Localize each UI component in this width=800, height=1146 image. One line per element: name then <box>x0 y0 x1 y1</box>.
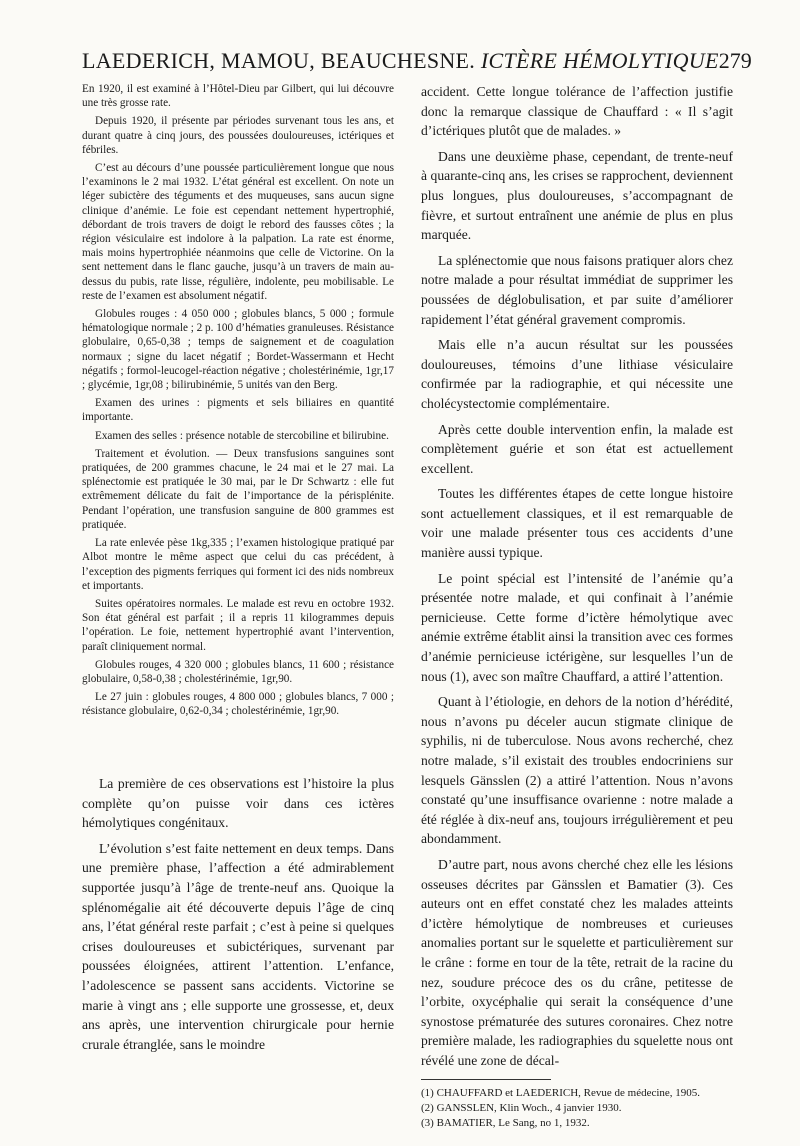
paragraph: Mais elle n’a aucun résultat sur les poussées douloureuses, témoins d’une lithiase vésiculaire confirmée par la radiographie, et qui nécessite une cholécystectomie complémentaire. <box>421 337 733 411</box>
paragraph: Le point spécial est l’intensité de l’anémie qu’a présentée notre malade, et qui confinait à l’anémie pernicieuse. Cette forme d’ictère hémolytique avec anémie extrême établit ainsi la transition avec ces formes d’anémie pernicieuse ictérigène, sur lesquelles l’un de nous (1), avec son maître Chauffard, a attiré l’attention. <box>421 570 733 684</box>
running-title <box>82 48 719 74</box>
page-number: 279 <box>718 48 752 73</box>
paragraph: Examen des urines : pigments et sels biliaires en quantité importante. <box>82 397 394 424</box>
paragraph: La première de ces observations est l’histoire la plus complète qu’on puisse voir dans ces ictères hémolytiques congénitaux. <box>82 776 394 831</box>
paragraph: Globules rouges, 4 320 000 ; globules blancs, 11 600 ; résistance globulaire, 0,58-0,38 ; cholestérinémie, 1gr,90. <box>82 658 394 685</box>
footnotes <box>421 1086 733 1131</box>
header-authors: LAEDERICH, MAMOU, BEAUCHESNE. <box>82 48 476 73</box>
paragraph: Dans une deuxième phase, cependant, de trente-neuf à quarante-cinq ans, les crises se rapprochent, deviennent plus longues, plus douloureuses, s’accompagnant de fièvre, et surtout entraînent une anémie de plus en plus marquée. <box>421 148 733 243</box>
paragraph: C’est au décours d’une poussée particulièrement longue que nous l’examinons le 2 mai 1932. L’état général est excellent. On note un léger subictère des téguments et des muqueuses, sans aucun signe clinique d’anémie. Le foie est cependant nettement hypertrophié, débordant de trois travers de doigt le rebord des fausses côtes ; la région vésiculaire est indolore à la palpation. La rate est énorme, mais moins hypertrophiée néanmoins que celle de Victorine. On la sent nettement dans le flanc gauche, jusqu’à un travers de main au-dessus du pubis, rate lisse, régulière, indolente, peu mobilisable. Le reste de l’examen est absolument négatif. <box>82 162 394 302</box>
paragraph: Quant à l’étiologie, en dehors de la notion d’hérédité, nous n’avons pu déceler aucun stigmate clinique de syphilis, ni de tuberculose. Nous avons recherché, chez notre malade, s’il existait des troubles endocriniens sur lesquels Gänsslen (2) a attiré l’attention. Nous n’avons constaté qu’une insuffisance ovarienne : notre malade a été réglée à dix-neuf ans, toujours irrégulièrement et peu abondamment. <box>421 694 733 847</box>
paragraph: L’évolution s’est faite nettement en deux temps. Dans une première phase, l’affection a été admirablement supportée jusqu’à l’âge de trente-neuf ans. Quoique la splénomégalie ait été découverte depuis l’âge de cinq ans, l’état général reste parfait ; c’est à peine si quelques crises douloureuses et subictériques, survenant par poussées éloignées, attirent l’attention. L’enfance, l’adolescence se passent sans accidents. Victorine se marie à vingt ans ; elle supporte une grossesse, et, deux ans après, une intervention chirurgicale pour hernie crurale étranglée, sans le moindre <box>82 840 394 1052</box>
footnote: (2) GANSSLEN, Klin Woch., 4 janvier 1930. <box>421 1101 622 1114</box>
paragraph: Globules rouges : 4 050 000 ; globules blancs, 5 000 ; formule hématologique normale ; 2 p. 100 d’hématies granuleuses. Résistance globulaire, 0,65-0,38 ; temps de saignement et de coagulation normaux ; signe du lacet négatif ; Bordet-Wassermann et Hecht négatifs ; formol-leucogel-réaction négative ; cholestérinémie, 1gr,17 ; glycémie, 1gr,08 ; bilirubinémie, 5 unités van den Berg. <box>82 308 394 392</box>
paragraph: La rate enlevée pèse 1kg,335 ; l’examen histologique pratiqué par Albot montre le même aspect que celui du cas précédent, à l’exception des pigments ferriques qui forment ici des nids nombreux et importants. <box>82 537 394 592</box>
paragraph: accident. Cette longue tolérance de l’affection justifie donc la remarque classique de Chauffard : « Il s’agit d’ictériques plutôt que de malades. » <box>421 84 733 139</box>
left-column-discussion <box>82 774 394 1060</box>
running-header <box>82 48 752 78</box>
footnote: (1) CHAUFFARD et LAEDERICH, Revue de médecine, 1905. <box>421 1086 701 1099</box>
paragraph: Traitement et évolution. — Deux transfusions sanguines sont pratiquées, de 200 grammes chacune, le 24 mai et le 27 mai. La splénectomie est pratiquée le 30 mai, par le Dr Schwartz : elle fut extrêmement délicate du fait de l’importance de la périsplénite. Pendant l’opération, une transfusion sanguine de 800 grammes est pratiquée. <box>82 447 394 531</box>
right-column <box>421 82 733 1131</box>
paragraph: Suites opératoires normales. Le malade est revu en octobre 1932. Son état général est parfait ; il a repris 11 kilogrammes depuis l’opération. Le foie, nettement hypertrophié avant l’intervention, paraît cliniquement normal. <box>82 597 394 653</box>
paragraph: Toutes les différentes étapes de cette longue histoire sont actuellement classiques, et il est remarquable de voir une malade présenter tous ces accidents d’une manière aussi typique. <box>421 486 733 561</box>
footnote-divider <box>421 1079 551 1080</box>
paragraph: D’autre part, nous avons cherché chez elle les lésions osseuses décrites par Gänsslen et Bamatier (3). Ces auteurs ont en effet constaté chez les malades atteints d’ictère hémolytique de nombreuses et curieuses anomalies portant sur le squelette et particulièrement sur le crâne : forme en tour de la tête, retrait de la racine du nez, soudure précoce des os du crâne, petitesse de l’orbite, oxycéphalie qui serait la conséquence d’une synostose prématurée des sutures coronaires. Chez notre première malade, les radiographies du squelette nous ont révélé une zone de décal- <box>421 856 733 1068</box>
paragraph: Après cette double intervention enfin, la malade est complètement guérie et son état est actuellement excellent. <box>421 421 733 476</box>
paragraph: La splénectomie que nous faisons pratiquer alors chez notre malade a pour résultat immédiat de supprimer les poussées de déglobulisation, et par suite d’améliorer rapidement l’état général gravement compromis. <box>421 252 733 327</box>
paragraph: Le 27 juin : globules rouges, 4 800 000 ; globules blancs, 7 000 ; résistance globulaire, 0,62-0,34 ; cholestérinémie, 1gr,90. <box>82 691 394 718</box>
left-column-case-notes <box>82 82 394 723</box>
footnote: (3) BAMATIER, Le Sang, no 1, 1932. <box>421 1116 590 1129</box>
paragraph: En 1920, il est examiné à l’Hôtel-Dieu par Gilbert, qui lui découvre une très grosse rate. <box>82 83 394 110</box>
paragraph: Examen des selles : présence notable de stercobiline et bilirubine. <box>95 429 389 442</box>
header-topic: ICTÈRE HÉMOLYTIQUE <box>480 48 719 73</box>
paragraph: Depuis 1920, il présente par périodes survenant tous les ans, et durant quatre à cinq jours, des poussées douloureuses, ictériques et fébriles. <box>82 115 394 156</box>
